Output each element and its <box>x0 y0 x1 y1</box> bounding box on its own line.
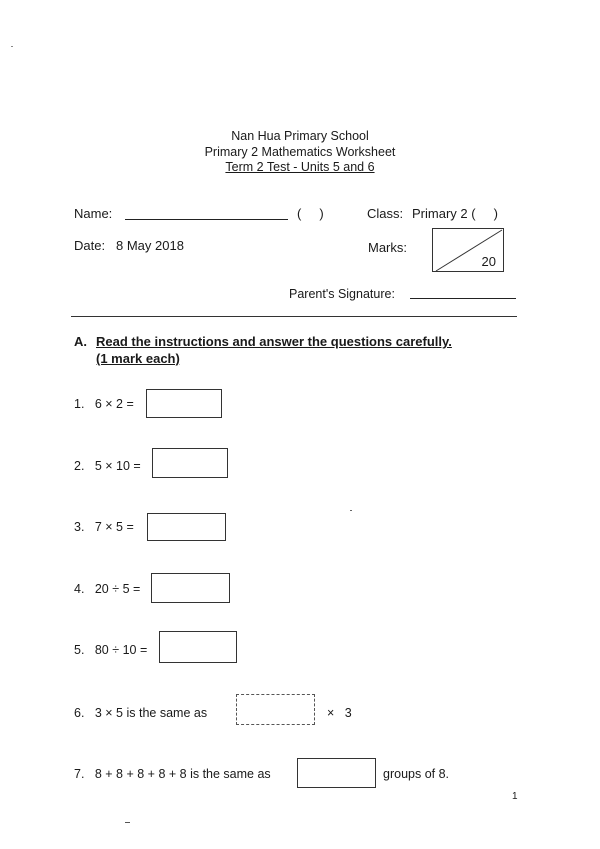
worksheet-subtitle: Primary 2 Mathematics Worksheet <box>204 145 396 159</box>
question-text: 6 × 2 = <box>94 397 134 411</box>
question-6 <box>74 706 207 720</box>
question-number: 2. <box>74 459 85 473</box>
question-text: 3 × 5 is the same as <box>94 706 208 720</box>
section-divider <box>71 316 517 317</box>
answer-box-3[interactable] <box>147 513 226 541</box>
answer-box-7[interactable] <box>297 758 376 788</box>
question-text: 7 × 5 = <box>94 520 134 534</box>
question-number: 1. <box>74 397 85 411</box>
answer-box-4[interactable] <box>151 573 230 603</box>
question-text: 8 + 8 + 8 + 8 + 8 is the same as <box>94 767 271 781</box>
question-number: 5. <box>74 643 85 657</box>
question-5 <box>74 643 147 657</box>
marks-box[interactable] <box>432 228 504 272</box>
scan-speck <box>350 510 352 511</box>
answer-box-1[interactable] <box>146 389 222 418</box>
marks-per-question-note: (1 mark each) <box>96 351 180 366</box>
question-6-suffix: × 3 <box>327 706 352 720</box>
answer-box-2[interactable] <box>152 448 228 478</box>
parent-signature-field[interactable] <box>410 298 516 299</box>
question-2 <box>74 459 141 473</box>
question-number: 4. <box>74 582 85 596</box>
parent-signature-label: Parent's Signature: <box>289 287 395 301</box>
question-text: 5 × 10 = <box>94 459 141 473</box>
question-number: 3. <box>74 520 85 534</box>
marks-total: 20 <box>481 254 496 269</box>
question-7 <box>74 767 271 781</box>
scan-speck <box>125 822 130 823</box>
answer-box-5[interactable] <box>159 631 237 663</box>
question-4 <box>74 582 140 596</box>
marks-label: Marks: <box>368 240 407 255</box>
question-3 <box>74 520 134 534</box>
test-title: Term 2 Test - Units 5 and 6 <box>225 160 375 174</box>
section-letter: A. <box>74 334 87 349</box>
section-instruction: Read the instructions and answer the questions carefully. <box>96 334 452 349</box>
scan-speck <box>11 46 13 47</box>
question-text: 80 ÷ 10 = <box>94 643 148 657</box>
index-number-brackets: ( ) <box>297 206 324 221</box>
date-value: 8 May 2018 <box>116 238 184 253</box>
question-number: 6. <box>74 706 85 720</box>
question-number: 7. <box>74 767 85 781</box>
question-text: 20 ÷ 5 = <box>94 582 141 596</box>
question-7-suffix: groups of 8. <box>383 767 450 781</box>
name-field[interactable] <box>125 219 288 220</box>
question-1 <box>74 397 134 411</box>
test-title-wrap <box>0 160 600 175</box>
name-label: Name: <box>74 206 113 221</box>
page-number: 1 <box>512 791 518 802</box>
answer-box-6[interactable] <box>236 694 315 725</box>
class-value: Primary 2 ( ) <box>412 206 498 221</box>
class-label: Class: <box>367 206 404 221</box>
school-name: Nan Hua Primary School <box>231 129 369 143</box>
date-label: Date: <box>74 238 106 253</box>
